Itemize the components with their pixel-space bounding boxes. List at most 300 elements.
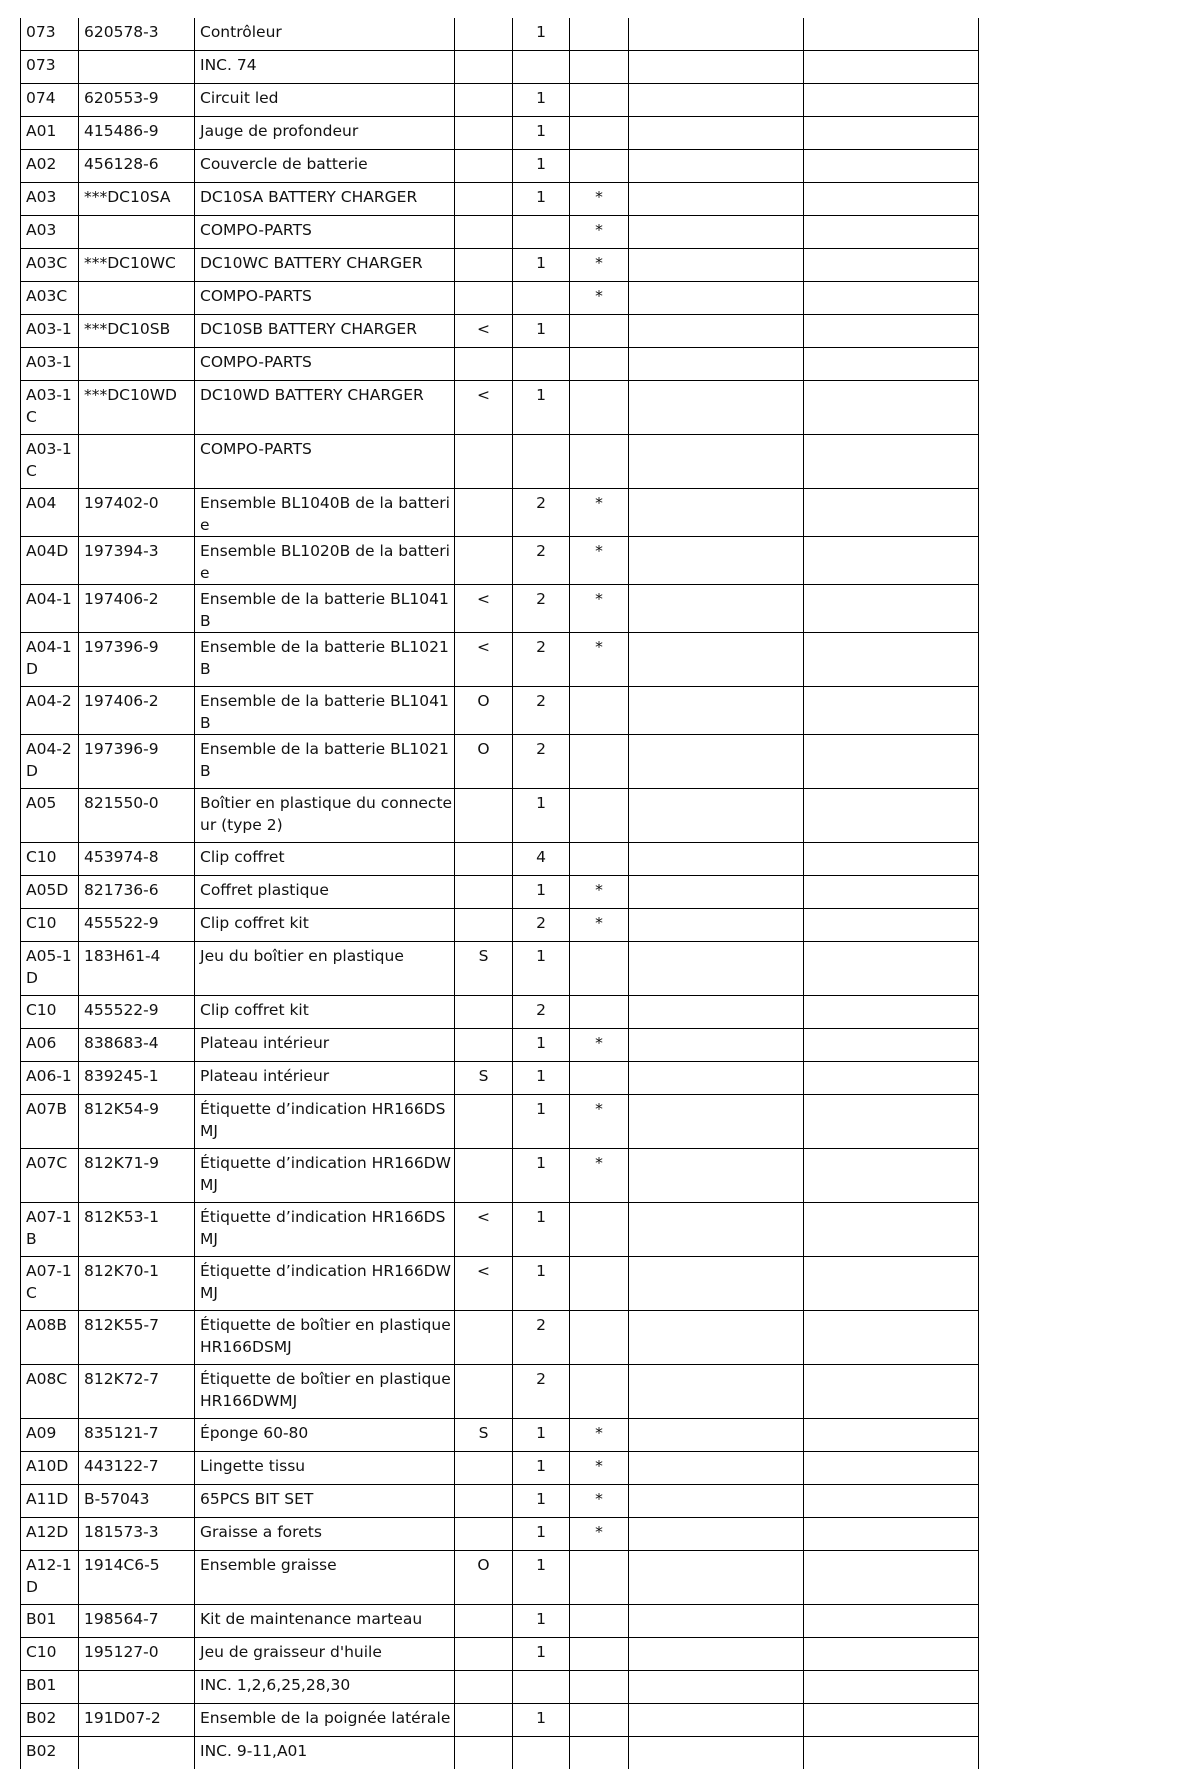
quantity-cell: 1 — [513, 1452, 570, 1485]
note-mark-cell: * — [570, 1452, 629, 1485]
quantity-cell: 2 — [513, 735, 570, 789]
note-mark-cell: * — [570, 216, 629, 249]
quantity-cell: 1 — [513, 1605, 570, 1638]
blank-cell-1 — [629, 18, 804, 51]
change-flag-cell: S — [455, 1062, 513, 1095]
table-row — [21, 1518, 979, 1551]
quantity-cell: 1 — [513, 1638, 570, 1671]
item-number-cell: B01 — [21, 1671, 79, 1704]
change-flag-cell — [455, 1737, 513, 1769]
table-row — [21, 51, 979, 84]
part-number-cell: ***DC10WC — [79, 249, 195, 282]
blank-cell-1 — [629, 51, 804, 84]
note-mark-cell: * — [570, 1095, 629, 1149]
description-cell: Étiquette d’indication HR166DSMJ — [195, 1095, 455, 1149]
note-mark-cell: * — [570, 489, 629, 537]
note-mark-cell: * — [570, 1029, 629, 1062]
blank-cell-2 — [804, 789, 979, 843]
item-number-cell: A09 — [21, 1419, 79, 1452]
blank-cell-1 — [629, 1638, 804, 1671]
table-row — [21, 735, 979, 789]
change-flag-cell — [455, 1452, 513, 1485]
description-cell: INC. 9-11,A01 — [195, 1737, 455, 1769]
table-row — [21, 1605, 979, 1638]
change-flag-cell — [455, 117, 513, 150]
blank-cell-2 — [804, 942, 979, 996]
blank-cell-1 — [629, 1518, 804, 1551]
part-number-cell: 455522-9 — [79, 909, 195, 942]
table-row — [21, 1671, 979, 1704]
part-number-cell: 181573-3 — [79, 1518, 195, 1551]
description-cell: Jeu de graisseur d'huile — [195, 1638, 455, 1671]
quantity-cell — [513, 51, 570, 84]
part-number-cell: 839245-1 — [79, 1062, 195, 1095]
blank-cell-1 — [629, 1311, 804, 1365]
parts-table — [20, 18, 979, 1769]
blank-cell-1 — [629, 1485, 804, 1518]
blank-cell-1 — [629, 633, 804, 687]
description-cell: Éponge 60-80 — [195, 1419, 455, 1452]
description-cell: Kit de maintenance marteau — [195, 1605, 455, 1638]
quantity-cell: 1 — [513, 1518, 570, 1551]
part-number-cell: 183H61-4 — [79, 942, 195, 996]
change-flag-cell: S — [455, 1419, 513, 1452]
item-number-cell: A07B — [21, 1095, 79, 1149]
description-cell: Ensemble de la batterie BL1021B — [195, 633, 455, 687]
item-number-cell: B02 — [21, 1704, 79, 1737]
blank-cell-2 — [804, 1419, 979, 1452]
part-number-cell — [79, 1737, 195, 1769]
description-cell: Étiquette de boîtier en plastique HR166DSMJ — [195, 1311, 455, 1365]
change-flag-cell: < — [455, 633, 513, 687]
change-flag-cell — [455, 1149, 513, 1203]
part-number-cell: 812K72-7 — [79, 1365, 195, 1419]
blank-cell-2 — [804, 282, 979, 315]
parts-table-body — [21, 18, 979, 1769]
note-mark-cell: * — [570, 876, 629, 909]
quantity-cell: 1 — [513, 1257, 570, 1311]
blank-cell-1 — [629, 150, 804, 183]
item-number-cell: 074 — [21, 84, 79, 117]
item-number-cell: C10 — [21, 996, 79, 1029]
table-row — [21, 1737, 979, 1769]
blank-cell-1 — [629, 1704, 804, 1737]
change-flag-cell: < — [455, 1257, 513, 1311]
note-mark-cell — [570, 1671, 629, 1704]
note-mark-cell: * — [570, 1419, 629, 1452]
item-number-cell: A12D — [21, 1518, 79, 1551]
change-flag-cell — [455, 18, 513, 51]
item-number-cell: A07-1B — [21, 1203, 79, 1257]
change-flag-cell — [455, 489, 513, 537]
table-row — [21, 1365, 979, 1419]
change-flag-cell — [455, 1095, 513, 1149]
change-flag-cell — [455, 183, 513, 216]
description-cell: COMPO-PARTS — [195, 348, 455, 381]
item-number-cell: A04D — [21, 537, 79, 585]
quantity-cell — [513, 1671, 570, 1704]
item-number-cell: A04-1D — [21, 633, 79, 687]
table-row — [21, 1551, 979, 1605]
change-flag-cell — [455, 789, 513, 843]
blank-cell-2 — [804, 687, 979, 735]
note-mark-cell — [570, 117, 629, 150]
blank-cell-1 — [629, 876, 804, 909]
blank-cell-2 — [804, 1605, 979, 1638]
part-number-cell: 620578-3 — [79, 18, 195, 51]
blank-cell-1 — [629, 909, 804, 942]
table-row — [21, 18, 979, 51]
blank-cell-2 — [804, 1257, 979, 1311]
description-cell: DC10SA BATTERY CHARGER — [195, 183, 455, 216]
description-cell: COMPO-PARTS — [195, 282, 455, 315]
change-flag-cell — [455, 843, 513, 876]
part-number-cell — [79, 282, 195, 315]
description-cell: Clip coffret kit — [195, 909, 455, 942]
part-number-cell: 453974-8 — [79, 843, 195, 876]
part-number-cell — [79, 1671, 195, 1704]
quantity-cell: 1 — [513, 1551, 570, 1605]
blank-cell-2 — [804, 735, 979, 789]
table-row — [21, 909, 979, 942]
quantity-cell: 1 — [513, 1062, 570, 1095]
description-cell: Coffret plastique — [195, 876, 455, 909]
table-row — [21, 1419, 979, 1452]
note-mark-cell: * — [570, 249, 629, 282]
table-row — [21, 84, 979, 117]
part-number-cell: 838683-4 — [79, 1029, 195, 1062]
description-cell: INC. 74 — [195, 51, 455, 84]
blank-cell-1 — [629, 315, 804, 348]
blank-cell-2 — [804, 843, 979, 876]
table-row — [21, 117, 979, 150]
quantity-cell: 1 — [513, 1095, 570, 1149]
description-cell: Ensemble de la batterie BL1041B — [195, 687, 455, 735]
quantity-cell — [513, 348, 570, 381]
item-number-cell: A08C — [21, 1365, 79, 1419]
part-number-cell: 197396-9 — [79, 633, 195, 687]
part-number-cell: 620553-9 — [79, 84, 195, 117]
change-flag-cell — [455, 84, 513, 117]
change-flag-cell — [455, 1029, 513, 1062]
blank-cell-1 — [629, 348, 804, 381]
part-number-cell: 812K53-1 — [79, 1203, 195, 1257]
item-number-cell: A10D — [21, 1452, 79, 1485]
change-flag-cell — [455, 348, 513, 381]
blank-cell-2 — [804, 1311, 979, 1365]
blank-cell-1 — [629, 1737, 804, 1769]
table-row — [21, 1452, 979, 1485]
table-row — [21, 183, 979, 216]
table-row — [21, 1203, 979, 1257]
description-cell: Étiquette d’indication HR166DWMJ — [195, 1257, 455, 1311]
change-flag-cell — [455, 1518, 513, 1551]
blank-cell-1 — [629, 1095, 804, 1149]
quantity-cell: 1 — [513, 1485, 570, 1518]
item-number-cell: A05-1D — [21, 942, 79, 996]
item-number-cell: A03C — [21, 249, 79, 282]
note-mark-cell — [570, 381, 629, 435]
table-row — [21, 789, 979, 843]
blank-cell-1 — [629, 435, 804, 489]
quantity-cell: 2 — [513, 1311, 570, 1365]
blank-cell-2 — [804, 537, 979, 585]
table-row — [21, 687, 979, 735]
quantity-cell: 1 — [513, 1203, 570, 1257]
note-mark-cell — [570, 51, 629, 84]
blank-cell-2 — [804, 348, 979, 381]
item-number-cell: A03C — [21, 282, 79, 315]
part-number-cell: 812K54-9 — [79, 1095, 195, 1149]
part-number-cell — [79, 435, 195, 489]
blank-cell-2 — [804, 1638, 979, 1671]
blank-cell-2 — [804, 1551, 979, 1605]
part-number-cell: 195127-0 — [79, 1638, 195, 1671]
quantity-cell: 1 — [513, 315, 570, 348]
quantity-cell — [513, 216, 570, 249]
blank-cell-1 — [629, 843, 804, 876]
item-number-cell: A12-1D — [21, 1551, 79, 1605]
description-cell: Clip coffret kit — [195, 996, 455, 1029]
table-row — [21, 315, 979, 348]
item-number-cell: A03 — [21, 183, 79, 216]
quantity-cell: 1 — [513, 1149, 570, 1203]
blank-cell-1 — [629, 489, 804, 537]
note-mark-cell: * — [570, 1518, 629, 1551]
table-row — [21, 435, 979, 489]
blank-cell-1 — [629, 282, 804, 315]
note-mark-cell — [570, 789, 629, 843]
part-number-cell: ***DC10WD — [79, 381, 195, 435]
part-number-cell: 198564-7 — [79, 1605, 195, 1638]
part-number-cell: 1914C6-5 — [79, 1551, 195, 1605]
blank-cell-1 — [629, 249, 804, 282]
blank-cell-2 — [804, 1671, 979, 1704]
description-cell: DC10WC BATTERY CHARGER — [195, 249, 455, 282]
note-mark-cell — [570, 18, 629, 51]
part-number-cell: 812K55-7 — [79, 1311, 195, 1365]
blank-cell-2 — [804, 585, 979, 633]
change-flag-cell — [455, 1638, 513, 1671]
description-cell: Circuit led — [195, 84, 455, 117]
quantity-cell — [513, 435, 570, 489]
item-number-cell: B02 — [21, 1737, 79, 1769]
item-number-cell: A06-1 — [21, 1062, 79, 1095]
part-number-cell — [79, 216, 195, 249]
quantity-cell: 2 — [513, 687, 570, 735]
blank-cell-1 — [629, 687, 804, 735]
description-cell: Étiquette d’indication HR166DWMJ — [195, 1149, 455, 1203]
blank-cell-2 — [804, 1029, 979, 1062]
blank-cell-1 — [629, 183, 804, 216]
note-mark-cell — [570, 348, 629, 381]
blank-cell-1 — [629, 996, 804, 1029]
item-number-cell: A07C — [21, 1149, 79, 1203]
change-flag-cell — [455, 1704, 513, 1737]
table-row — [21, 537, 979, 585]
table-row — [21, 1095, 979, 1149]
note-mark-cell — [570, 1551, 629, 1605]
table-row — [21, 585, 979, 633]
part-number-cell: 191D07-2 — [79, 1704, 195, 1737]
note-mark-cell — [570, 1605, 629, 1638]
note-mark-cell — [570, 735, 629, 789]
change-flag-cell — [455, 1485, 513, 1518]
note-mark-cell — [570, 687, 629, 735]
blank-cell-1 — [629, 1605, 804, 1638]
item-number-cell: A07-1C — [21, 1257, 79, 1311]
blank-cell-2 — [804, 1095, 979, 1149]
quantity-cell: 2 — [513, 996, 570, 1029]
item-number-cell: C10 — [21, 843, 79, 876]
blank-cell-2 — [804, 1365, 979, 1419]
change-flag-cell: S — [455, 942, 513, 996]
quantity-cell: 2 — [513, 909, 570, 942]
blank-cell-1 — [629, 537, 804, 585]
change-flag-cell: < — [455, 585, 513, 633]
blank-cell-1 — [629, 942, 804, 996]
blank-cell-1 — [629, 1029, 804, 1062]
item-number-cell: C10 — [21, 909, 79, 942]
note-mark-cell — [570, 315, 629, 348]
blank-cell-2 — [804, 216, 979, 249]
change-flag-cell: < — [455, 315, 513, 348]
table-row — [21, 1029, 979, 1062]
blank-cell-1 — [629, 1257, 804, 1311]
note-mark-cell: * — [570, 633, 629, 687]
quantity-cell: 1 — [513, 18, 570, 51]
blank-cell-1 — [629, 1203, 804, 1257]
item-number-cell: A04-2 — [21, 687, 79, 735]
note-mark-cell — [570, 435, 629, 489]
blank-cell-1 — [629, 84, 804, 117]
part-number-cell: 197402-0 — [79, 489, 195, 537]
quantity-cell: 1 — [513, 1419, 570, 1452]
change-flag-cell — [455, 1605, 513, 1638]
part-number-cell: 197406-2 — [79, 687, 195, 735]
description-cell: 65PCS BIT SET — [195, 1485, 455, 1518]
note-mark-cell — [570, 1257, 629, 1311]
item-number-cell: A08B — [21, 1311, 79, 1365]
note-mark-cell — [570, 84, 629, 117]
part-number-cell: 415486-9 — [79, 117, 195, 150]
item-number-cell: A03 — [21, 216, 79, 249]
description-cell: Contrôleur — [195, 18, 455, 51]
blank-cell-1 — [629, 1452, 804, 1485]
table-row — [21, 1062, 979, 1095]
blank-cell-2 — [804, 876, 979, 909]
note-mark-cell: * — [570, 183, 629, 216]
note-mark-cell — [570, 1638, 629, 1671]
quantity-cell: 1 — [513, 117, 570, 150]
blank-cell-2 — [804, 1452, 979, 1485]
quantity-cell: 4 — [513, 843, 570, 876]
description-cell: Ensemble de la poignée latérale — [195, 1704, 455, 1737]
blank-cell-2 — [804, 84, 979, 117]
part-number-cell: 456128-6 — [79, 150, 195, 183]
table-row — [21, 996, 979, 1029]
table-row — [21, 843, 979, 876]
item-number-cell: A04 — [21, 489, 79, 537]
quantity-cell: 1 — [513, 1029, 570, 1062]
blank-cell-2 — [804, 435, 979, 489]
item-number-cell: A03-1C — [21, 381, 79, 435]
item-number-cell: A01 — [21, 117, 79, 150]
quantity-cell: 1 — [513, 249, 570, 282]
description-cell: Graisse a forets — [195, 1518, 455, 1551]
blank-cell-2 — [804, 1737, 979, 1769]
part-number-cell — [79, 51, 195, 84]
blank-cell-1 — [629, 381, 804, 435]
description-cell: Étiquette d’indication HR166DSMJ — [195, 1203, 455, 1257]
note-mark-cell — [570, 843, 629, 876]
blank-cell-1 — [629, 1365, 804, 1419]
part-number-cell: ***DC10SB — [79, 315, 195, 348]
item-number-cell: A02 — [21, 150, 79, 183]
part-number-cell: 821550-0 — [79, 789, 195, 843]
change-flag-cell — [455, 1311, 513, 1365]
description-cell: INC. 1,2,6,25,28,30 — [195, 1671, 455, 1704]
change-flag-cell — [455, 909, 513, 942]
note-mark-cell: * — [570, 282, 629, 315]
change-flag-cell: < — [455, 1203, 513, 1257]
blank-cell-2 — [804, 1062, 979, 1095]
note-mark-cell: * — [570, 1485, 629, 1518]
part-number-cell — [79, 348, 195, 381]
change-flag-cell — [455, 876, 513, 909]
blank-cell-2 — [804, 18, 979, 51]
note-mark-cell — [570, 1311, 629, 1365]
change-flag-cell — [455, 249, 513, 282]
part-number-cell: 812K71-9 — [79, 1149, 195, 1203]
description-cell: DC10WD BATTERY CHARGER — [195, 381, 455, 435]
blank-cell-2 — [804, 150, 979, 183]
blank-cell-1 — [629, 117, 804, 150]
item-number-cell: A03-1 — [21, 348, 79, 381]
blank-cell-2 — [804, 1203, 979, 1257]
part-number-cell: 455522-9 — [79, 996, 195, 1029]
description-cell: Ensemble graisse — [195, 1551, 455, 1605]
item-number-cell: A04-1 — [21, 585, 79, 633]
table-row — [21, 1257, 979, 1311]
table-row — [21, 381, 979, 435]
quantity-cell: 1 — [513, 84, 570, 117]
quantity-cell: 2 — [513, 585, 570, 633]
blank-cell-2 — [804, 51, 979, 84]
blank-cell-2 — [804, 183, 979, 216]
change-flag-cell: O — [455, 687, 513, 735]
blank-cell-1 — [629, 1062, 804, 1095]
change-flag-cell — [455, 1671, 513, 1704]
description-cell: COMPO-PARTS — [195, 435, 455, 489]
blank-cell-1 — [629, 1671, 804, 1704]
blank-cell-2 — [804, 117, 979, 150]
description-cell: Boîtier en plastique du connecteur (type 2) — [195, 789, 455, 843]
item-number-cell: 073 — [21, 18, 79, 51]
quantity-cell: 1 — [513, 789, 570, 843]
item-number-cell: A11D — [21, 1485, 79, 1518]
blank-cell-2 — [804, 909, 979, 942]
blank-cell-2 — [804, 633, 979, 687]
table-row — [21, 249, 979, 282]
note-mark-cell — [570, 1365, 629, 1419]
item-number-cell: A03-1 — [21, 315, 79, 348]
change-flag-cell — [455, 150, 513, 183]
change-flag-cell — [455, 537, 513, 585]
item-number-cell: B01 — [21, 1605, 79, 1638]
quantity-cell: 1 — [513, 1704, 570, 1737]
part-number-cell: ***DC10SA — [79, 183, 195, 216]
